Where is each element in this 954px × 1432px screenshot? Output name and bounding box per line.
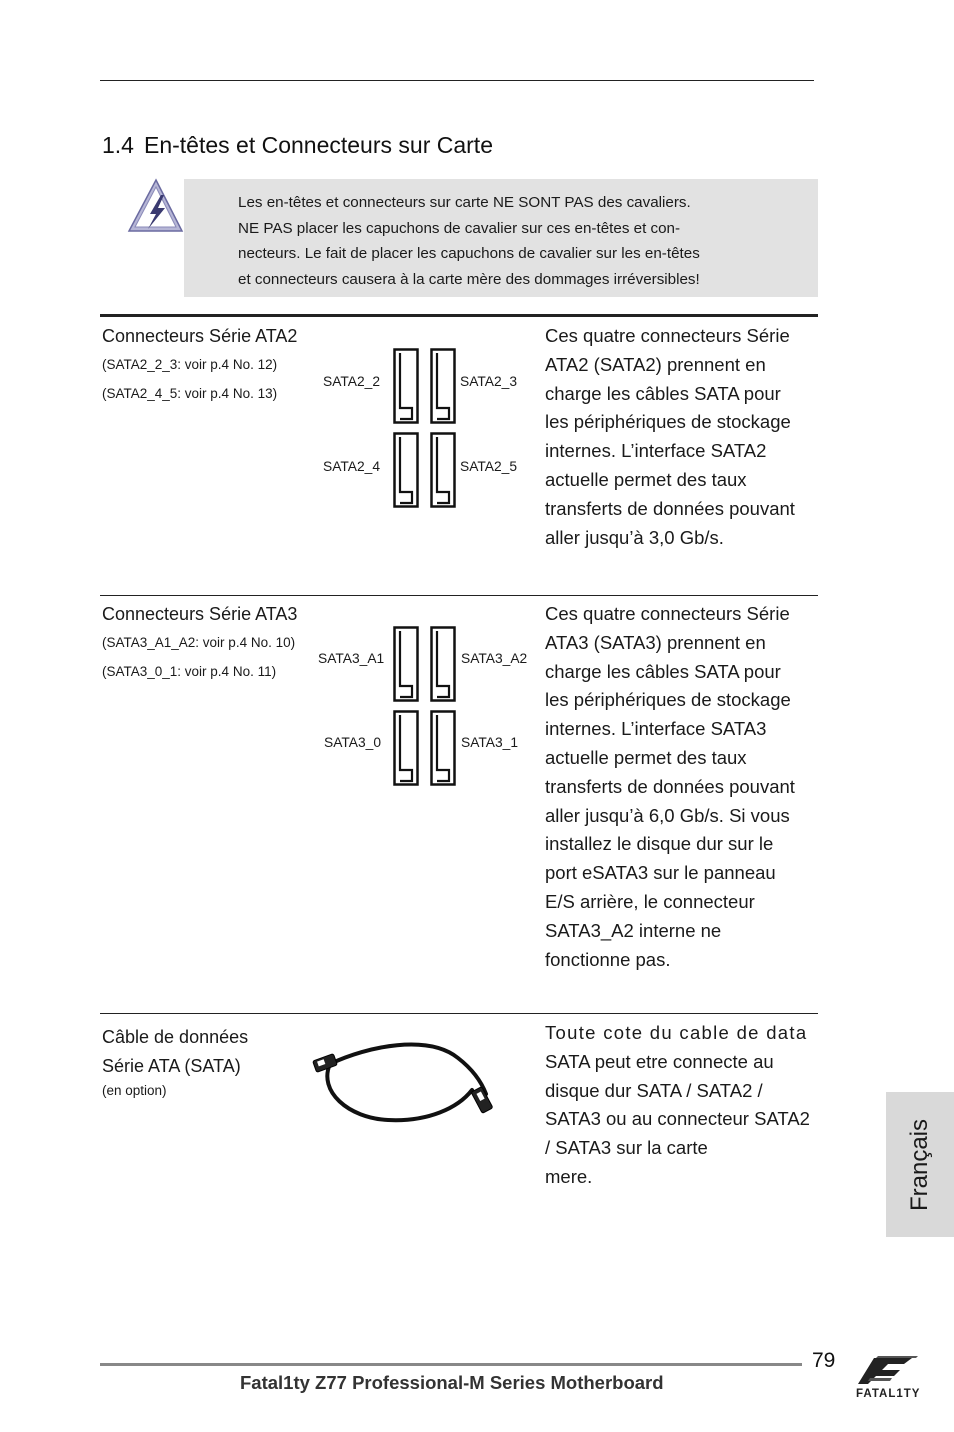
sata3-a1-label: SATA3_A1	[318, 651, 385, 666]
sata2-title: Connecteurs Série ATA2	[102, 326, 298, 346]
section-title-text: En-têtes et Connecteurs sur Carte	[143, 132, 493, 158]
desc-line: / SATA3 sur la carte	[545, 1137, 708, 1159]
sata-port-icon	[393, 432, 419, 508]
desc-line: Ces quatre connecteurs Série	[545, 325, 790, 346]
desc-line: actuelle permet des taux	[545, 746, 747, 768]
desc-line: SATA3_A2 interne ne	[545, 919, 722, 941]
sata2-ref-2: (SATA2_4_5: voir p.4 No. 13)	[102, 386, 278, 401]
sata2-3-label: SATA2_3	[460, 374, 518, 389]
sata-port-icon	[430, 348, 456, 424]
cable-note: (en option)	[102, 1083, 167, 1098]
desc-line: ATA2 (SATA2) prennent en	[545, 353, 766, 375]
desc-line: les périphériques de stockage	[545, 689, 791, 711]
desc-line: fonctionne pas.	[545, 948, 671, 970]
desc-line: SATA peut etre connecte au	[545, 1050, 774, 1072]
desc-line: charge les câbles SATA pour	[545, 660, 781, 682]
desc-line: port eSATA3 sur le panneau	[545, 862, 776, 884]
desc-line: SATA3 ou au connecteur SATA2	[545, 1108, 810, 1130]
cable-description	[545, 1019, 819, 1192]
sata-port-icon	[430, 710, 456, 786]
desc-line: actuelle permet des taux	[545, 468, 747, 490]
cable-title-line: Série ATA (SATA)	[102, 1056, 241, 1076]
desc-line: Toute cote du cable de data	[545, 1022, 808, 1043]
desc-line: internes. L’interface SATA2	[545, 440, 767, 462]
fatal1ty-logo-icon	[852, 1354, 932, 1406]
sata2-ref-1: (SATA2_2_3: voir p.4 No. 12)	[102, 357, 278, 372]
cable-title-line: Câble de données	[102, 1027, 249, 1047]
desc-line: internes. L’interface SATA3	[545, 718, 767, 740]
desc-line: ATA3 (SATA3) prennent en	[545, 631, 766, 653]
warning-triangle-icon	[124, 177, 186, 235]
page-number: 79	[812, 1349, 836, 1372]
desc-line: Ces quatre connecteurs Série	[545, 603, 790, 624]
sata2-section-rule	[100, 314, 818, 317]
sata3-ref-1: (SATA3_A1_A2: voir p.4 No. 10)	[102, 635, 296, 650]
footer-rule	[100, 1363, 802, 1366]
sata3-ref-2: (SATA3_0_1: voir p.4 No. 11)	[102, 664, 277, 679]
warning-line: et connecteurs causera à la carte mère des dommages irréversibles!	[238, 270, 700, 288]
brand-text: FATAL1TY	[856, 1388, 921, 1400]
sata3-0-label: SATA3_0	[324, 735, 382, 750]
sata2-2-label: SATA2_2	[323, 374, 381, 389]
sata-port-icon	[393, 626, 419, 702]
desc-line: aller jusqu’à 3,0 Gb/s.	[545, 526, 724, 548]
desc-line: E/S arrière, le connecteur	[545, 890, 755, 912]
desc-line: transferts de données pouvant	[545, 775, 795, 797]
cable-section-rule	[100, 1013, 818, 1014]
desc-line: disque dur SATA / SATA2 /	[545, 1079, 763, 1101]
footer-title: Fatal1ty Z77 Professional-M Series Motherboard	[240, 1372, 664, 1393]
sata2-description	[545, 322, 825, 552]
language-tab	[886, 1092, 954, 1237]
desc-line: aller jusqu’à 6,0 Gb/s. Si vous	[545, 804, 790, 826]
sata2-5-label: SATA2_5	[460, 459, 518, 474]
sata3-section-rule	[100, 595, 818, 596]
desc-line: charge les câbles SATA pour	[545, 382, 781, 404]
desc-line: mere.	[545, 1165, 593, 1187]
warning-line: Les en-têtes et connecteurs sur carte NE SONT PAS des cavaliers.	[238, 194, 691, 211]
warning-line: necteurs. Le fait de placer les capuchons de cavalier sur les en-têtes	[238, 245, 700, 262]
desc-line: les périphériques de stockage	[545, 411, 791, 433]
warning-box	[184, 179, 818, 297]
sata3-a2-label: SATA3_A2	[461, 651, 528, 666]
sata-port-icon	[393, 348, 419, 424]
section-number: 1.4	[102, 132, 134, 158]
sata3-description	[545, 600, 825, 974]
desc-line: transferts de données pouvant	[545, 497, 795, 519]
warning-text	[238, 190, 750, 292]
sata-cable-icon	[308, 1036, 500, 1124]
sata3-title: Connecteurs Série ATA3	[102, 604, 298, 624]
section-title	[102, 132, 493, 159]
warning-line: NE PAS placer les capuchons de cavalier sur ces en-têtes et con-	[238, 219, 681, 237]
sata-port-icon	[430, 626, 456, 702]
language-tab-label: Français	[906, 1118, 933, 1211]
sata3-1-label: SATA3_1	[461, 735, 519, 750]
cable-title	[102, 1023, 248, 1081]
top-rule	[100, 80, 814, 81]
sata-port-icon	[430, 432, 456, 508]
desc-line: installez le disque dur sur le	[545, 833, 774, 855]
sata-port-icon	[393, 710, 419, 786]
sata2-4-label: SATA2_4	[323, 459, 381, 474]
